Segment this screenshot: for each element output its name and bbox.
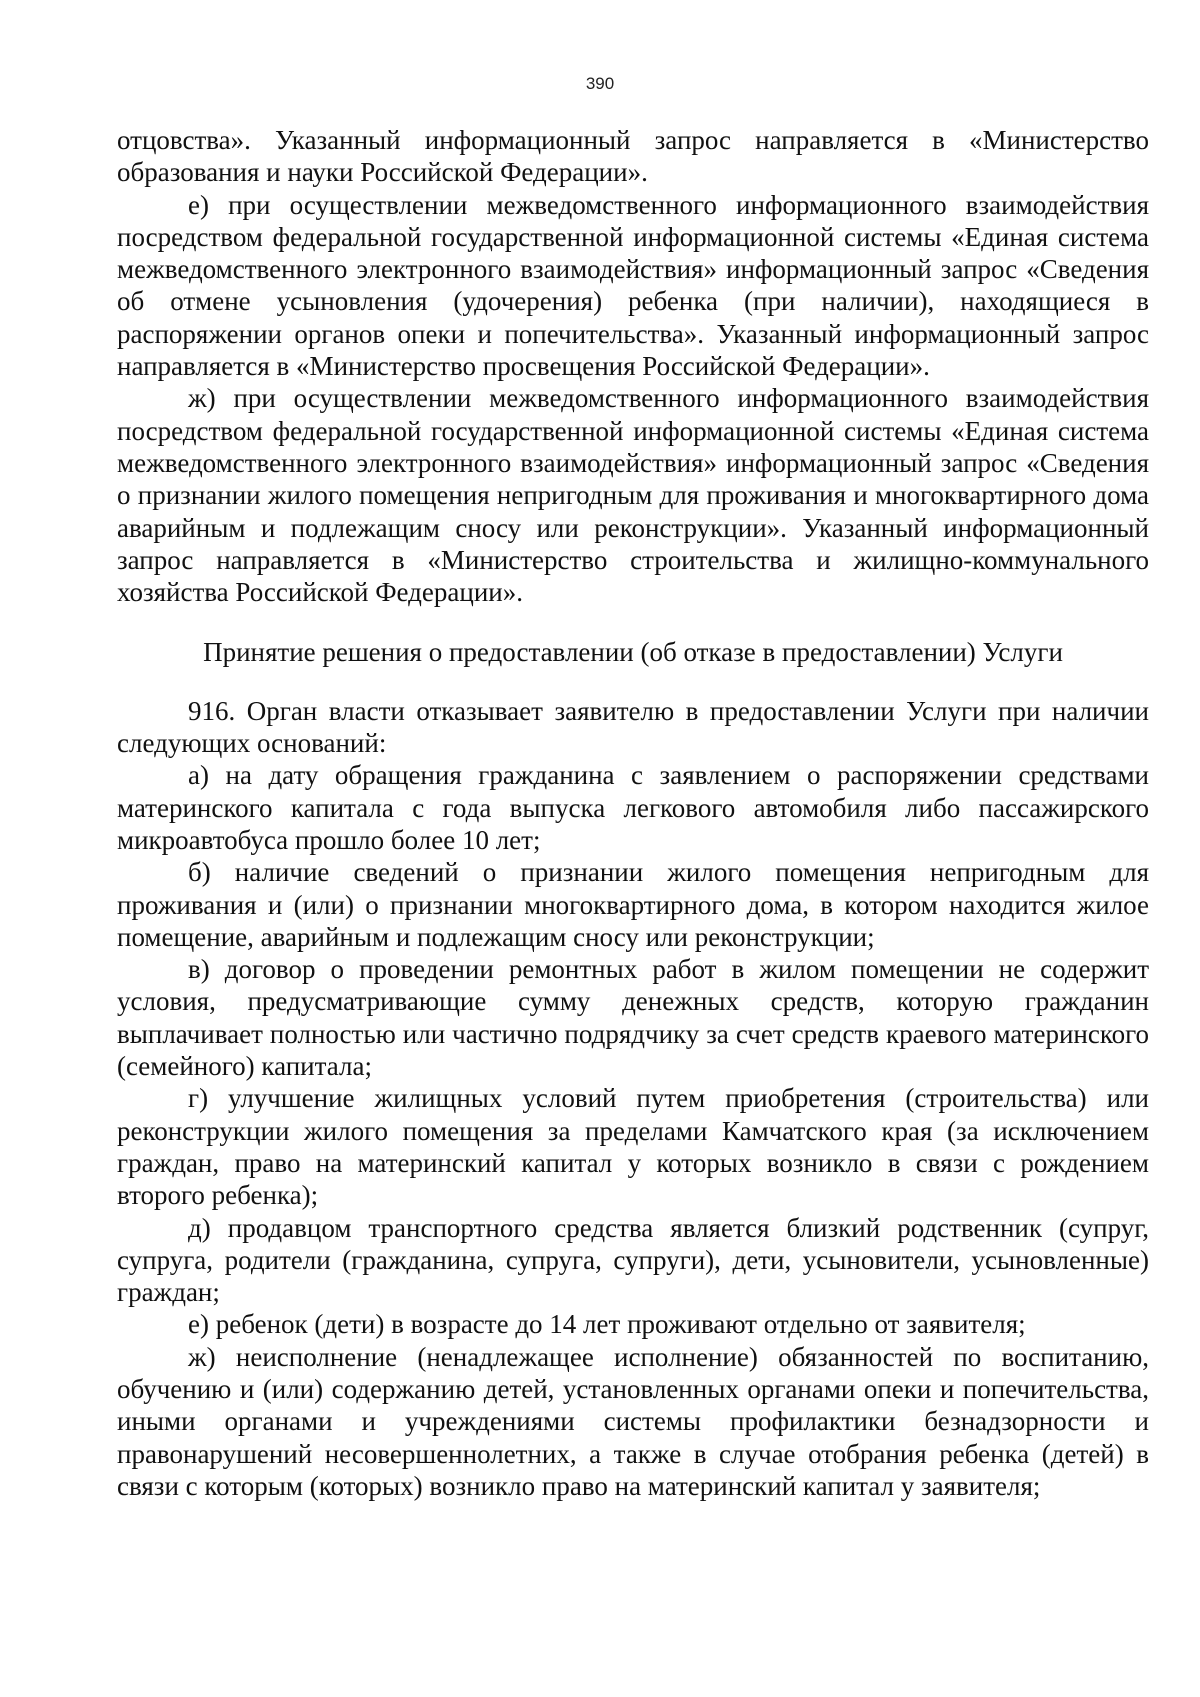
- paragraph-item-v: в) договор о проведении ремонтных работ в жилом помещении не содержит условия, предусматривающие сумму денежных средств, которую гражданин выплачивает полностью или частично подрядчику за счет средств краевого материнского (семейного) капитала;: [117, 954, 1149, 1082]
- paragraph-item-b: б) наличие сведений о признании жилого помещения непригодным для проживания и (или) о признании многоквартирного дома, в котором находится жилое помещение, аварийным и подлежащим сносу или реконструкции;: [117, 857, 1149, 952]
- paragraph-item-zh2: ж) неисполнение (ненадлежащее исполнение) обязанностей по воспитанию, обучению и (или) содержанию детей, установленных органами опеки и попечительства, иными органами и учреждениями системы профилактики безнадзорности и правонарушений несовершеннолетних, а также в случае отобрания ребенка (детей) в связи с которым (которых) возникло право на материнский капитал у заявителя;: [117, 1341, 1149, 1501]
- paragraph-item-zh: ж) при осуществлении межведомственного информационного взаимодействия посредством федеральной государственной информационной системы «Единая система межведомственного электронного взаимодействия» информационный запрос «Сведения о признании жилого помещения непригодным для проживания и многоквартирного дома аварийным и подлежащим сносу или реконструкции». Указанный информационный запрос направляется в «Министерство строительства и жилищно-коммунального хозяйства Российской Федерации».: [117, 383, 1149, 608]
- section-heading: Принятие решения о предоставлении (об отказе в предоставлении) Услуги: [203, 637, 1063, 668]
- document-body: [117, 124, 1149, 1502]
- paragraph-item-d: д) продавцом транспортного средства является близкий родственник (супруг, супруга, родители (гражданина, супруга, супруги), дети, усыновители, усыновленные) граждан;: [117, 1212, 1149, 1308]
- paragraph-item-g: г) улучшение жилищных условий путем приобретения (строительства) или реконструкции жилого помещения за пределами Камчатского края (за исключением граждан, право на материнский капитал у которых возникло в связи с рождением второго ребенка);: [117, 1083, 1149, 1211]
- paragraph-item-e: е) при осуществлении межведомственного информационного взаимодействия посредством федеральной государственной информационной системы «Единая система межведомственного электронного взаимодействия» информационный запрос «Сведения об отмене усыновления (удочерения) ребенка (при наличии), находящиеся в распоряжении органов опеки и попечительства». Указанный информационный запрос направляется в «Министерство просвещения Российской Федерации».: [117, 189, 1149, 382]
- paragraph-item-e2: е) ребенок (дети) в возрасте до 14 лет проживают отдельно от заявителя;: [188, 1309, 1026, 1340]
- paragraph-continuation: отцовства». Указанный информационный запрос направляется в «Министерство образования и науки Российской Федерации».: [117, 125, 1149, 188]
- paragraph-916: 916. Орган власти отказывает заявителю в предоставлении Услуги при наличии следующих оснований:: [117, 695, 1149, 759]
- page-number: 390: [585, 74, 615, 93]
- paragraph-item-a: а) на дату обращения гражданина с заявлением о распоряжении средствами материнского капитала с года выпуска легкового автомобиля либо пассажирского микроавтобуса прошло более 10 лет;: [117, 760, 1149, 855]
